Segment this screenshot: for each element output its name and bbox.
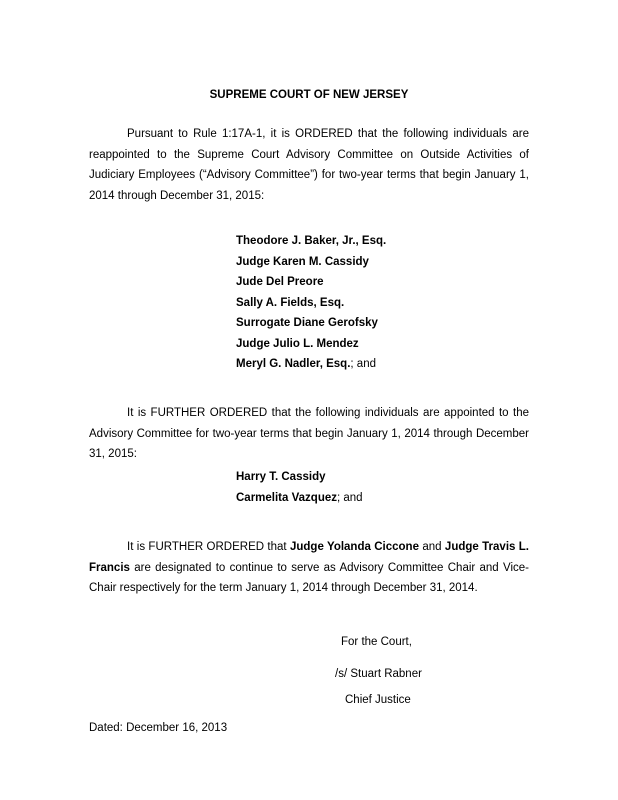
order-paragraph-reappointment bbox=[89, 124, 529, 206]
page-title: SUPREME COURT OF NEW JERSEY bbox=[209, 89, 409, 101]
order-paragraph-appointment bbox=[89, 403, 529, 465]
paragraph-text: Pursuant to Rule 1:17A-1, it is ORDERED that the following individuals are reappointed to the Supreme Court Advisory Committee on Outside Activities of Judiciary Employees (“Advisory Committee”) for two-year terms that begin January 1, 2014 through December 31, 2015: bbox=[89, 128, 529, 202]
signature-line-name: /s/ Stuart Rabner bbox=[335, 668, 422, 680]
list-suffix: ; and bbox=[350, 358, 376, 370]
chair-name: Judge Yolanda Ciccone bbox=[289, 541, 419, 553]
signature-line-title: Chief Justice bbox=[345, 694, 411, 706]
paragraph-text: and bbox=[418, 541, 445, 553]
list-item: Surrogate Diane Gerofsky bbox=[236, 317, 378, 329]
signature-line-court: For the Court, bbox=[341, 636, 412, 648]
list-item: Judge Karen M. Cassidy bbox=[236, 255, 369, 268]
list-item: Harry T. Cassidy bbox=[236, 471, 326, 483]
order-paragraph-designation bbox=[89, 537, 529, 599]
appointed-list bbox=[236, 467, 363, 508]
list-item-name: Meryl G. Nadler, Esq. bbox=[236, 358, 351, 370]
list-item-last bbox=[236, 488, 363, 509]
list-item: Theodore J. Baker, Jr., Esq. bbox=[236, 235, 387, 247]
vice-chair-name: Judge Travis L. Francis bbox=[89, 541, 529, 574]
list-suffix: ; and bbox=[336, 491, 363, 504]
paragraph-text: It is FURTHER ORDERED that bbox=[127, 541, 290, 553]
list-item: Sally A. Fields, Esq. bbox=[236, 296, 345, 309]
list-item-last bbox=[236, 354, 386, 375]
list-item-name: Carmelita Vazquez bbox=[236, 491, 337, 504]
list-item: Judge Julio L. Mendez bbox=[236, 337, 359, 350]
paragraph-text: It is FURTHER ORDERED that the following individuals are appointed to the Advisory Committee for two-year terms that begin January 1, 2014 through December 31, 2015: bbox=[89, 407, 529, 460]
list-item: Jude Del Preore bbox=[236, 276, 324, 288]
reappointed-list bbox=[236, 231, 386, 375]
paragraph-text: are designated to continue to serve as Advisory Committee Chair and Vice-Chair respectively for the term January 1, 2014 through December 31, 2014. bbox=[89, 561, 529, 594]
date-line: Dated: December 16, 2013 bbox=[89, 722, 228, 734]
